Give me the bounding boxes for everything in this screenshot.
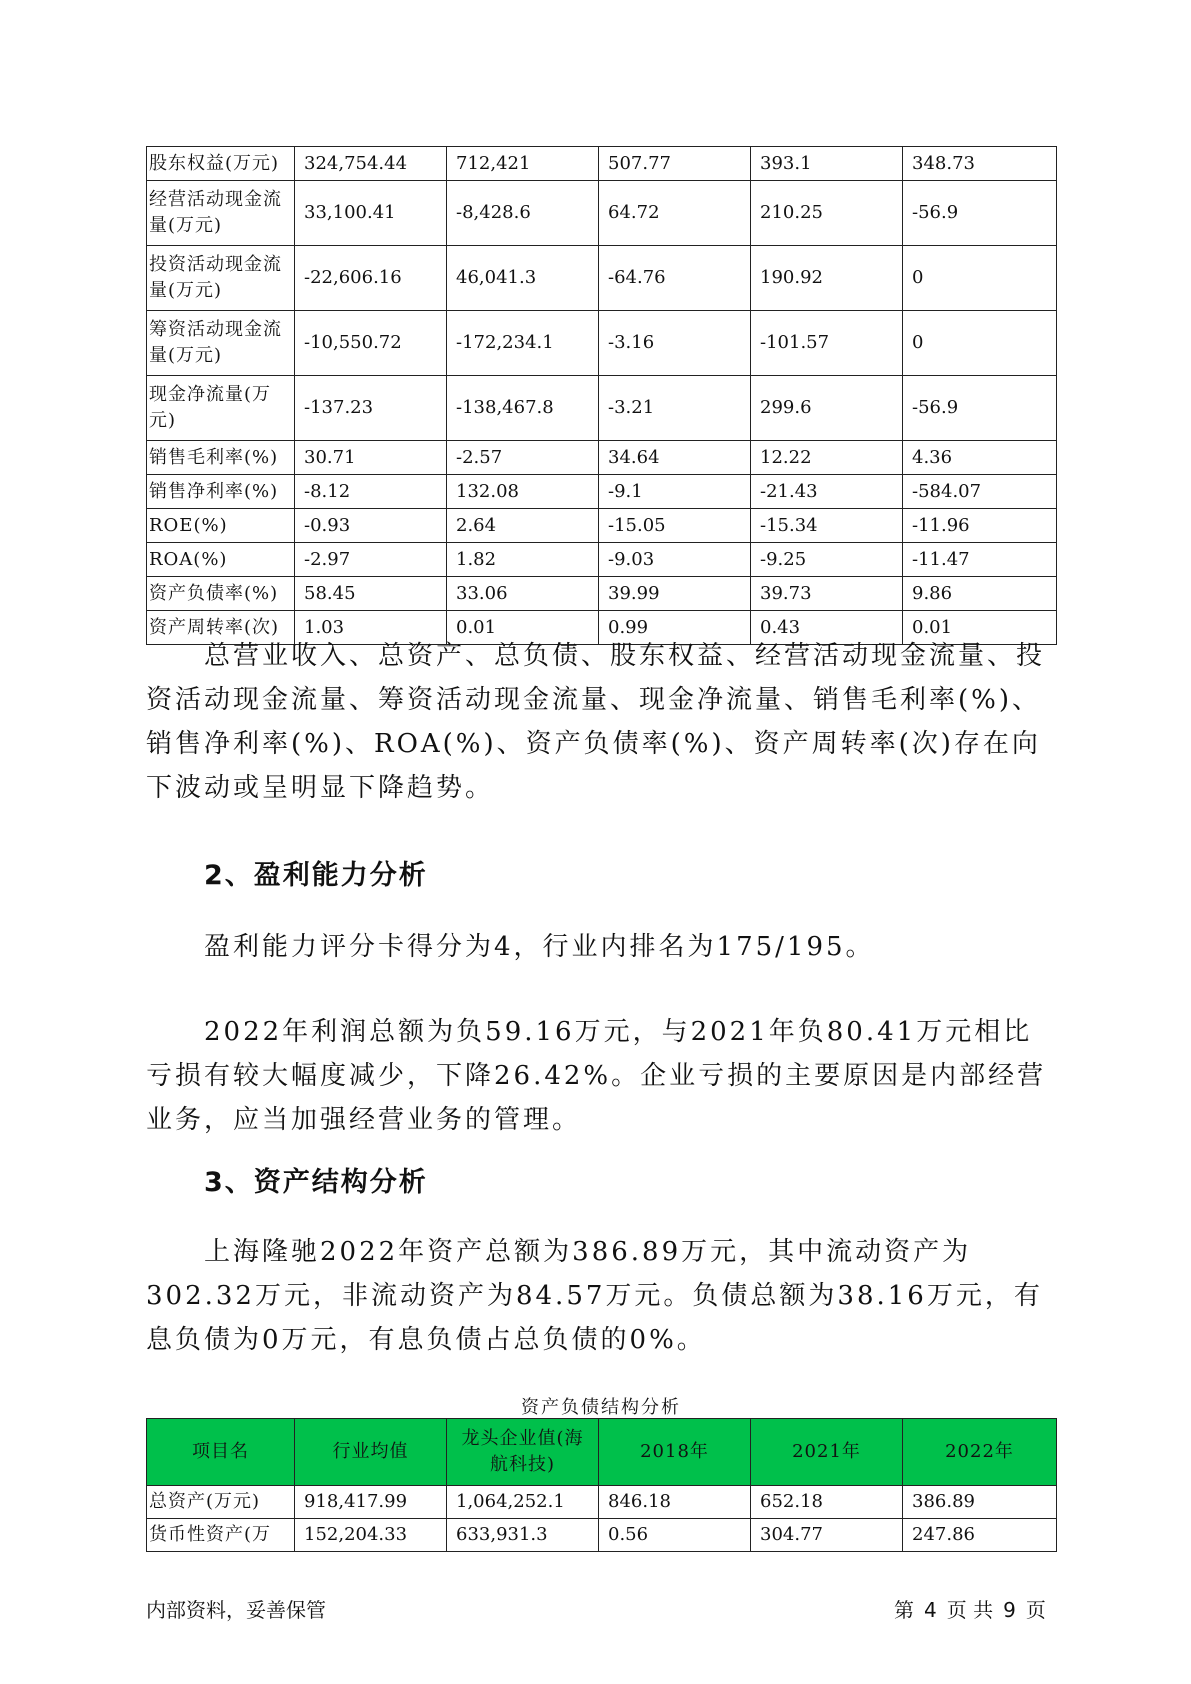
table-cell: 304.77 xyxy=(751,1519,903,1552)
table-cell: 132.08 xyxy=(447,475,599,509)
table-cell: 0.43 xyxy=(751,611,903,645)
table-cell: 30.71 xyxy=(295,441,447,475)
table-cell: 846.18 xyxy=(599,1486,751,1519)
table-cell: -137.23 xyxy=(295,376,447,441)
table-cell: -3.21 xyxy=(599,376,751,441)
table-cell: 12.22 xyxy=(751,441,903,475)
table-cell: 393.1 xyxy=(751,147,903,181)
table-cell: -3.16 xyxy=(599,311,751,376)
table-caption: 资产负债结构分析 xyxy=(521,1397,681,1418)
footer-page-number xyxy=(894,1594,1056,1623)
table-cell: -64.76 xyxy=(599,246,751,311)
header-industry-average: 行业均值 xyxy=(295,1419,447,1486)
table-row xyxy=(147,543,1057,577)
table-header-row xyxy=(147,1419,1057,1486)
page-mid: 页 共 xyxy=(946,1598,994,1622)
table-row xyxy=(147,509,1057,543)
table-cell: 9.86 xyxy=(903,577,1057,611)
score-paragraph: 盈利能力评分卡得分为4，行业内排名为175/195。 xyxy=(204,932,875,962)
table-cell: -15.34 xyxy=(751,509,903,543)
table-cell: 4.36 xyxy=(903,441,1057,475)
table-cell: 1,064,252.1 xyxy=(447,1486,599,1519)
row-label: 现金净流量(万元) xyxy=(147,376,295,441)
table-cell: 190.92 xyxy=(751,246,903,311)
table-cell: -9.03 xyxy=(599,543,751,577)
row-label: 投资活动现金流量(万元) xyxy=(147,246,295,311)
table-row xyxy=(147,475,1057,509)
table-cell: -15.05 xyxy=(599,509,751,543)
table-cell: -2.97 xyxy=(295,543,447,577)
table-cell: 1.82 xyxy=(447,543,599,577)
page-current: 4 xyxy=(924,1598,937,1622)
table-cell: 2.64 xyxy=(447,509,599,543)
table-cell: 633,931.3 xyxy=(447,1519,599,1552)
table-cell: 1.03 xyxy=(295,611,447,645)
row-label: 资产负债率(%) xyxy=(147,577,295,611)
asset-paragraph: 上海隆驰2022年资产总额为386.89万元，其中流动资产为302.32万元，非流动资产为84.57万元。负债总额为38.16万元，有息负债为0万元，有息负债占总负债的0%。 xyxy=(146,1237,1043,1355)
row-label: 资产周转率(次) xyxy=(147,611,295,645)
table-cell: 386.89 xyxy=(903,1486,1057,1519)
table-cell: 0 xyxy=(903,246,1057,311)
table-cell: 507.77 xyxy=(599,147,751,181)
header-2018: 2018年 xyxy=(599,1419,751,1486)
table-cell: -101.57 xyxy=(751,311,903,376)
table-cell: -8,428.6 xyxy=(447,181,599,246)
profit-paragraph: 2022年利润总额为负59.16万元，与2021年负80.41万元相比亏损有较大幅度减少，下降26.42%。企业亏损的主要原因是内部经营业务，应当加强经营业务的管理。 xyxy=(146,1017,1047,1135)
row-label: ROE(%) xyxy=(147,509,295,543)
table-cell: -11.96 xyxy=(903,509,1057,543)
table-cell: 247.86 xyxy=(903,1519,1057,1552)
table-cell: 33.06 xyxy=(447,577,599,611)
header-item-name: 项目名 xyxy=(147,1419,295,1486)
table-row xyxy=(147,246,1057,311)
table-cell: -2.57 xyxy=(447,441,599,475)
trend-paragraph: 总营业收入、总资产、总负债、股东权益、经营活动现金流量、投资活动现金流量、筹资活动现金流量、现金净流量、销售毛利率(%)、销售净利率(%)、ROA(%)、资产负债率(%)、资产周转率(次)存在向下波动或呈明显下降趋势。 xyxy=(146,641,1046,803)
table-cell: -9.1 xyxy=(599,475,751,509)
table-cell: -10,550.72 xyxy=(295,311,447,376)
table-cell: 0.99 xyxy=(599,611,751,645)
table-cell: 39.73 xyxy=(751,577,903,611)
financial-indicators-table xyxy=(146,146,1057,645)
asset-structure-heading: 3、资产结构分析 xyxy=(204,1167,428,1198)
table-cell: 64.72 xyxy=(599,181,751,246)
table-cell: 0.01 xyxy=(447,611,599,645)
table-cell: -8.12 xyxy=(295,475,447,509)
row-label: 股东权益(万元) xyxy=(147,147,295,181)
asset-liability-table-body xyxy=(147,1486,1057,1552)
table-cell: -22,606.16 xyxy=(295,246,447,311)
table-cell: -0.93 xyxy=(295,509,447,543)
footer-confidential-note: 内部资料，妥善保管 xyxy=(146,1598,326,1622)
table-cell: -172,234.1 xyxy=(447,311,599,376)
table-cell: 918,417.99 xyxy=(295,1486,447,1519)
table-cell: 0 xyxy=(903,311,1057,376)
table-cell: -21.43 xyxy=(751,475,903,509)
table-cell: 46,041.3 xyxy=(447,246,599,311)
table-cell: -9.25 xyxy=(751,543,903,577)
header-2022: 2022年 xyxy=(903,1419,1057,1486)
table-cell: 652.18 xyxy=(751,1486,903,1519)
table-cell: 39.99 xyxy=(599,577,751,611)
table-cell: -11.47 xyxy=(903,543,1057,577)
table-row xyxy=(147,181,1057,246)
table-cell: 712,421 xyxy=(447,147,599,181)
page-prefix: 第 xyxy=(894,1598,914,1622)
table-cell: 34.64 xyxy=(599,441,751,475)
page-total: 9 xyxy=(1003,1598,1016,1622)
table-row xyxy=(147,441,1057,475)
table-row xyxy=(147,311,1057,376)
table-cell: -56.9 xyxy=(903,376,1057,441)
table-cell: 0.56 xyxy=(599,1519,751,1552)
table-row xyxy=(147,577,1057,611)
financial-indicators-table-body xyxy=(147,147,1057,645)
row-label: 销售净利率(%) xyxy=(147,475,295,509)
header-leading-company: 龙头企业值(海航科技) xyxy=(447,1419,599,1486)
table-cell: 58.45 xyxy=(295,577,447,611)
table-cell: -138,467.8 xyxy=(447,376,599,441)
table-cell: 348.73 xyxy=(903,147,1057,181)
table-row xyxy=(147,376,1057,441)
table-cell: 210.25 xyxy=(751,181,903,246)
page-suffix: 页 xyxy=(1025,1598,1046,1622)
row-label: 总资产(万元) xyxy=(147,1486,295,1519)
table-cell: 152,204.33 xyxy=(295,1519,447,1552)
table-cell: -584.07 xyxy=(903,475,1057,509)
table-row xyxy=(147,1519,1057,1552)
table-cell: -56.9 xyxy=(903,181,1057,246)
header-2021: 2021年 xyxy=(751,1419,903,1486)
table-row xyxy=(147,147,1057,181)
asset-liability-table xyxy=(146,1418,1057,1552)
row-label: ROA(%) xyxy=(147,543,295,577)
table-cell: 299.6 xyxy=(751,376,903,441)
table-cell: 0.01 xyxy=(903,611,1057,645)
row-label: 货币性资产(万 xyxy=(147,1519,295,1552)
row-label: 经营活动现金流量(万元) xyxy=(147,181,295,246)
row-label: 销售毛利率(%) xyxy=(147,441,295,475)
row-label: 筹资活动现金流量(万元) xyxy=(147,311,295,376)
table-cell: 33,100.41 xyxy=(295,181,447,246)
table-row xyxy=(147,1486,1057,1519)
table-cell: 324,754.44 xyxy=(295,147,447,181)
profitability-heading: 2、盈利能力分析 xyxy=(204,860,428,891)
